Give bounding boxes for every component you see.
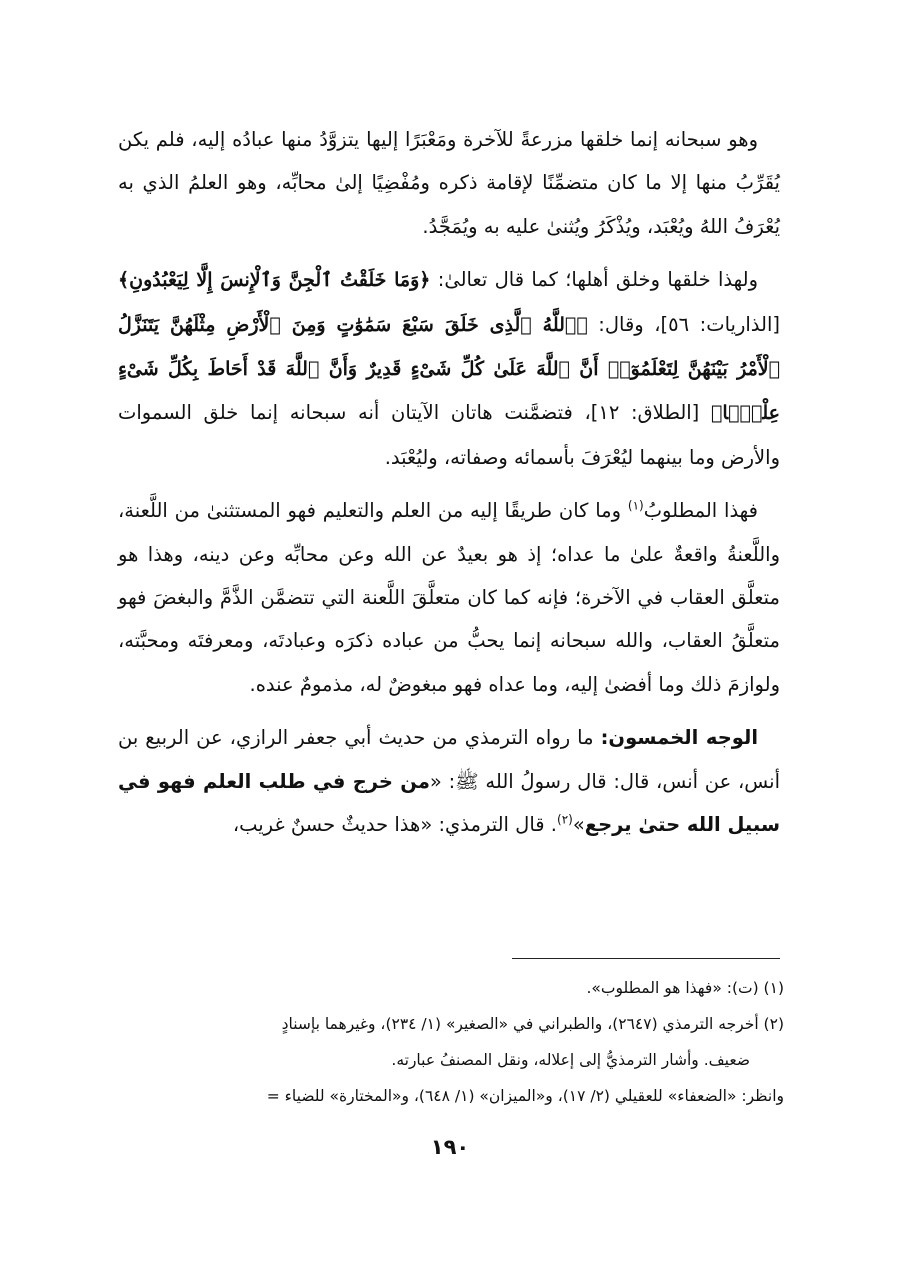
footnote-2-line-2: ضعيف. وأشار الترمذيُّ إلى إعلاله، ونقل المصنفُ عبارته. [391,1051,750,1069]
section-heading-fiftieth-aspect: الوجه الخمسون: [600,726,759,750]
footnote-2-line-3: وانظر: «الضعفاء» للعقيلي (٢/ ١٧)، و«الميزان» (١/ ٦٤٨)، و«المختارة» للضياء = [266,1087,784,1105]
page-number: ١٩٠ [430,1135,470,1159]
paragraph-3-text-2: وما كان طريقًا إليه من العلم والتعليم فهو المستثنىٰ من اللَّعنة، واللَّعنةُ واقعةٌ علىٰ ما عداه؛ إذ هو بعيدٌ عن الله وعن محابِّه وعن دينه، وهذا هو متعلَّق العقاب في الآخرة؛ فإنه كما كان متعلَّقَ اللَّعنة التي تتضمَّن الذَّمَّ والبغضَ فهو متعلَّقُ العقاب، والله سبحانه إنما يحبُّ من عباده ذكرَه وعبادتَه، ومعرفتَه ومحبَّته، ولوازمَ ذلك وما أفضىٰ إليه، وما عداه فهو مبغوضٌ له، مذمومٌ عنده. [118,499,780,696]
paragraph-4-text-2: » [572,813,585,837]
paragraph-2-text-2: [الذاريات: ٥٦]، وقال: [598,312,780,336]
paragraph-1 [118,118,780,248]
paragraph-2-text-3: [الطلاق: ١٢]، فتضمَّنت هاتان الآيتان أنه سبحانه إنما خلق السموات والأرض وما بينهما ليُعْرَفَ بأسمائه وصفاته، وليُعْبَد. [118,401,780,469]
quran-verse-adh-dhariyat: ﴿وَمَا خَلَقْتُ ٱلْجِنَّ وَٱلْإِنسَ إِلَّا لِيَعْبُدُونِ﴾ [118,269,431,292]
quran-verse-at-talaq: ﴿ٱللَّهُ ٱلَّذِى خَلَقَ سَبْعَ سَمَٰوَٰتٍ وَمِنَ ٱلْأَرْضِ مِثْلَهُنَّ يَتَنَزَّلُ ٱلْأَمْرُ بَيْنَهُنَّ لِتَعْلَمُوٓا۟ أَنَّ ٱللَّهَ عَلَىٰ كُلِّ شَىْءٍ قَدِيرٌ وَأَنَّ ٱللَّهَ قَدْ أَحَاطَ بِكُلِّ شَىْءٍ عِلْمًۢا﴾ [118,313,780,425]
paragraph-1-line-3: محابِّه، وهو العلمُ الذي به يُعْرَفُ اللهُ ويُعْبَد، ويُذْكَرُ ويُثنىٰ عليه به ويُمَجَّدُ. [118,171,780,238]
footnote-reference-2[interactable]: (٢) [557,812,573,827]
paragraph-1-line-2: إليه، فلم يكن يُقَرِّبُ منها إلا ما كان متضمِّنًا لإقامة ذكره ومُفْضِيًا إلىٰ [118,128,780,195]
footnote-separator [512,958,780,959]
hadith-text: من خرج في طلب العلم فهو في سبيل الله حتىٰ يرجع [118,769,780,837]
paragraph-2 [118,258,780,479]
paragraph-2-text-1: ولهذا خلقها وخلق أهلها؛ كما قال تعالىٰ: [437,268,758,292]
footnote-reference-1[interactable]: (١) [627,498,644,513]
paragraph-3-text-1: فهذا المطلوبُ [643,499,758,523]
paragraph-3 [118,489,780,706]
body-text [118,118,780,847]
paragraph-4-text-1: ما رواه الترمذي من حديث أبي جعفر الرازي، عن الربيع بن أنس، عن أنس، قال: قال رسولُ الله ﷺ: « [118,726,781,793]
footnote-2-line-1: (٢) أخرجه الترمذي (٢٦٤٧)، والطبراني في «الصغير» (١/ ٢٣٤)، وغيرهما بإسنادٍ [281,1015,784,1033]
footnote-1: (١) (ت): «فهذا هو المطلوب». [586,979,784,997]
paragraph-1-line-1: وهو سبحانه إنما خلقها مزرعةً للآخرة ومَعْبَرًا إليها يتزوَّدُ منها عبادُه [232,128,758,151]
paragraph-4 [118,716,780,846]
footnotes [100,972,784,1116]
paragraph-4-text-3: . قال الترمذي: «هذا حديثٌ حسنٌ غريب، [232,813,557,837]
